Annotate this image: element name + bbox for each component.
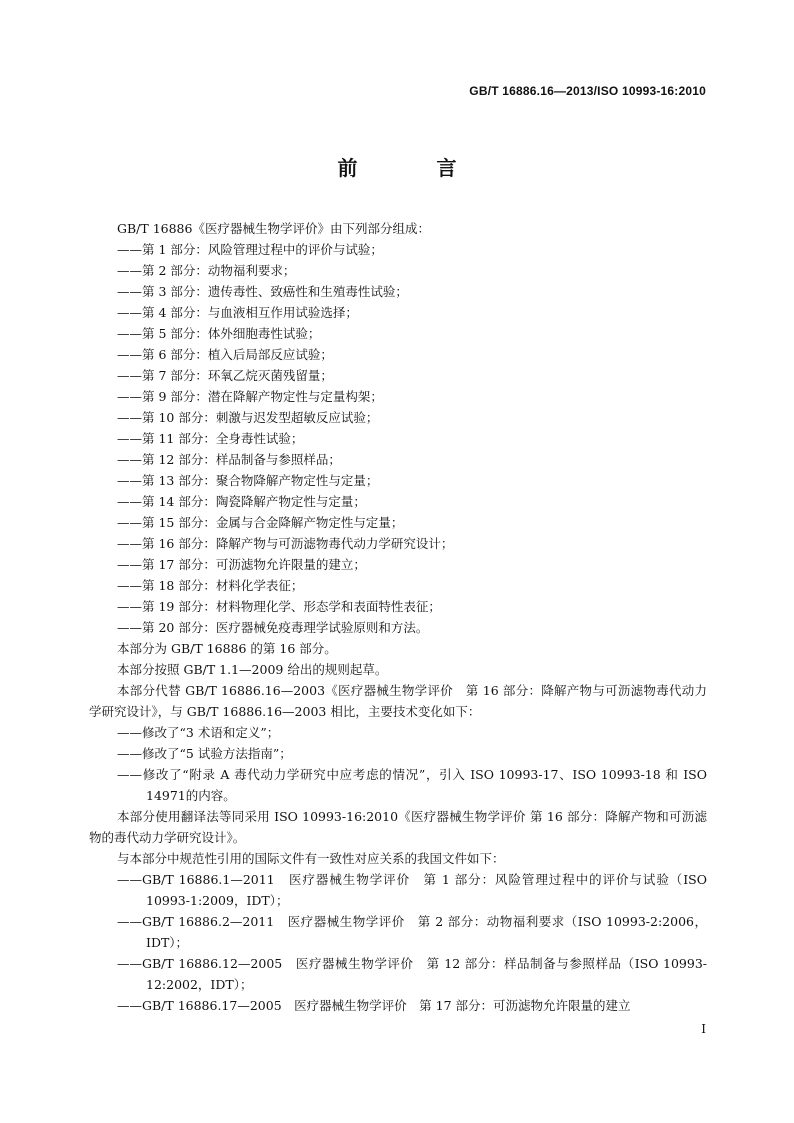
- drafting-rules-paragraph: 本部分按照 GB/T 1.1—2009 给出的规则起草。: [117, 662, 388, 677]
- part-list-item: ——第 20 部分：医疗器械免疫毒理学试验原则和方法。: [117, 620, 429, 635]
- part-list-item: ——第 18 部分：材料化学表征；: [117, 578, 304, 593]
- part-list-item: ——第 6 部分：植入后局部反应试验；: [117, 347, 333, 362]
- part-list-item: ——第 11 部分：全身毒性试验；: [117, 431, 304, 446]
- correspondence-paragraph: 与本部分中规范性引用的国际文件有一致性对应关系的我国文件如下：: [117, 851, 505, 866]
- part-list-item: ——第 3 部分：遗传毒性、致癌性和生殖毒性试验；: [117, 284, 408, 299]
- reference-list-item: ——GB/T 16886.1—2011 医疗器械生物学评价 第 1 部分：风险管理过程中的评价与试验（ISO 10993-1:2009，IDT）；: [117, 872, 707, 908]
- change-list-item: ——修改了“附录 A 毒代动力学研究中应考虑的情况”，引入 ISO 10993-17、ISO 10993-18 和 ISO 14971的内容。: [117, 767, 707, 803]
- part-list-item: ——第 17 部分：可沥滤物允许限量的建立；: [117, 557, 366, 572]
- part-list-item: ——第 9 部分：潜在降解产物定性与定量构架；: [117, 389, 383, 404]
- reference-list-item: ——GB/T 16886.2—2011 医疗器械生物学评价 第 2 部分：动物福利要求（ISO 10993-2:2006，IDT）；: [117, 914, 707, 950]
- part-list-item: ——第 4 部分：与血液相互作用试验选择；: [117, 305, 358, 320]
- part-list-item: ——第 16 部分：降解产物与可沥滤物毒代动力学研究设计；: [117, 536, 454, 551]
- part-list-item: ——第 10 部分：刺激与迟发型超敏反应试验；: [117, 410, 379, 425]
- part-list-item: ——第 1 部分：风险管理过程中的评价与试验；: [117, 242, 383, 257]
- changes-list: [117, 722, 707, 806]
- intro-paragraph: GB/T 16886《医疗器械生物学评价》由下列部分组成：: [117, 221, 430, 236]
- standard-number-header: GB/T 16886.16—2013/ISO 10993-16:2010: [469, 84, 706, 98]
- reference-list-item: ——GB/T 16886.17—2005 医疗器械生物学评价 第 17 部分：可沥滤物允许限量的建立: [117, 998, 631, 1013]
- page-number: I: [701, 1022, 706, 1036]
- reference-list-item: ——GB/T 16886.12—2005 医疗器械生物学评价 第 12 部分：样品制备与参照样品（ISO 10993-12:2002，IDT）；: [117, 956, 707, 992]
- page-title: 前 言: [337, 156, 493, 180]
- part-list-item: ——第 15 部分：金属与合金降解产物定性与定量；: [117, 515, 404, 530]
- part-list-item: ——第 2 部分：动物福利要求；: [117, 263, 296, 278]
- adoption-paragraph: 本部分使用翻译法等同采用 ISO 10993-16:2010《医疗器械生物学评价 第 16 部分：降解产物和可沥滤物的毒代动力学研究设计》。: [89, 809, 707, 845]
- part-list-item: ——第 14 部分：陶瓷降解产物定性与定量；: [117, 494, 366, 509]
- part-number-paragraph: 本部分为 GB/T 16886 的第 16 部分。: [117, 641, 337, 656]
- change-list-item: ——修改了“3 术语和定义”；: [117, 725, 280, 740]
- part-list-item: ——第 5 部分：体外细胞毒性试验；: [117, 326, 321, 341]
- foreword-body: [89, 218, 707, 1016]
- part-list-item: ——第 12 部分：样品制备与参照样品；: [117, 452, 341, 467]
- part-list-item: ——第 13 部分：聚合物降解产物定性与定量；: [117, 473, 379, 488]
- change-list-item: ——修改了“5 试验方法指南”；: [117, 746, 292, 761]
- part-list-item: ——第 7 部分：环氧乙烷灭菌残留量；: [117, 368, 333, 383]
- reference-list: [117, 869, 707, 1016]
- part-list-item: ——第 19 部分：材料物理化学、形态学和表面特性表征；: [117, 599, 441, 614]
- parts-list: [117, 239, 707, 638]
- replacement-paragraph: 本部分代替 GB/T 16886.16—2003《医疗器械生物学评价 第 16 部分：降解产物与可沥滤物毒代动力学研究设计》，与 GB/T 16886.16—2003 相比，主要技术变化如下：: [89, 683, 707, 719]
